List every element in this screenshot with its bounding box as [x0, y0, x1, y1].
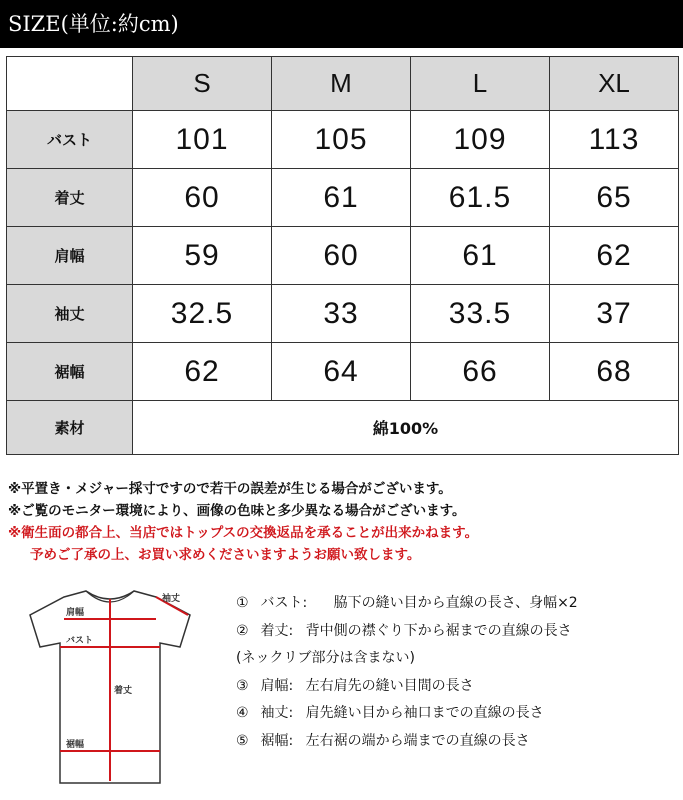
material-value: 綿100%: [133, 401, 679, 455]
list-item: [236, 590, 676, 618]
table-row: [7, 227, 679, 285]
table-row: [7, 169, 679, 227]
item-term: 肩幅:: [260, 677, 294, 694]
row-label-shoulder: 肩幅: [7, 227, 133, 285]
table-cell: 62: [133, 343, 272, 401]
table-cell: 65: [550, 169, 679, 227]
table-corner-cell: [7, 57, 133, 111]
table-row: [7, 111, 679, 169]
row-label-sleeve: 袖丈: [7, 285, 133, 343]
table-cell: 64: [272, 343, 411, 401]
bust-label: バスト: [66, 636, 94, 646]
row-label-bust: バスト: [7, 111, 133, 169]
list-item: [236, 618, 676, 646]
notes-section: [8, 478, 678, 566]
item-term: バスト:: [260, 595, 308, 611]
table-cell: 60: [133, 169, 272, 227]
hem-label: 裾幅: [66, 740, 85, 750]
note-monitor: ※ご覧のモニター環境により、画像の色味と多少異なる場合がございます。: [8, 503, 466, 519]
item-term: 裾幅:: [260, 732, 294, 749]
item-description: 背中側の襟ぐり下から裾までの直線の長さ: [305, 622, 572, 639]
table-cell: 101: [133, 111, 272, 169]
row-label-hem: 裾幅: [7, 343, 133, 401]
size-header-xl: XL: [550, 57, 679, 111]
item-description: 脇下の縫い目から直線の長さ、身幅×2: [333, 595, 578, 611]
item-description: 左右裾の端から端までの直線の長さ: [305, 732, 530, 749]
table-cell: 59: [133, 227, 272, 285]
page-title: SIZE(単位:約cm): [0, 0, 683, 48]
table-row: [7, 343, 679, 401]
table-cell: 61: [272, 169, 411, 227]
size-header-m: M: [272, 57, 411, 111]
item-term: 袖丈:: [260, 705, 294, 721]
item-term: 着丈:: [260, 622, 294, 639]
item-number: ①: [236, 595, 249, 611]
item-number: ④: [236, 705, 249, 721]
list-item: [236, 645, 676, 673]
table-cell: 32.5: [133, 285, 272, 343]
table-cell: 60: [272, 227, 411, 285]
length-label: 着丈: [114, 686, 133, 696]
item-number: ③: [236, 677, 249, 694]
table-row-material: [7, 401, 679, 455]
note-measurement: ※平置き・メジャー採寸ですので若干の誤差が生じる場合がございます。: [8, 481, 452, 497]
list-item: [236, 673, 676, 701]
table-cell: 61: [411, 227, 550, 285]
size-header-l: L: [411, 57, 550, 111]
item-description: 左右肩先の縫い目間の長さ: [305, 677, 474, 694]
item-description: 肩先縫い目から袖口までの直線の長さ: [305, 705, 544, 721]
size-table: [6, 56, 679, 455]
table-cell: 68: [550, 343, 679, 401]
table-cell: 37: [550, 285, 679, 343]
tshirt-diagram: [20, 585, 200, 790]
item-number: ②: [236, 622, 249, 639]
item-description: (ネックリブ部分は含まない): [236, 650, 415, 666]
row-label-length: 着丈: [7, 169, 133, 227]
table-cell: 33: [272, 285, 411, 343]
table-cell: 62: [550, 227, 679, 285]
note-acknowledge: 予めご了承の上、お買い求めくださいますようお願い致します。: [30, 547, 421, 563]
table-cell: 66: [411, 343, 550, 401]
note-return-policy: ※衛生面の都合上、当店ではトップスの交換返品を承ることが出来かねます。: [8, 525, 479, 541]
list-item: [236, 728, 676, 756]
item-number: ⑤: [236, 732, 249, 749]
shoulder-label: 肩幅: [66, 608, 85, 618]
row-label-material: 素材: [7, 401, 133, 455]
list-item: [236, 700, 676, 728]
table-cell: 33.5: [411, 285, 550, 343]
size-header-s: S: [133, 57, 272, 111]
sleeve-label: 袖丈: [162, 594, 181, 604]
table-header-row: [7, 57, 679, 111]
table-cell: 113: [550, 111, 679, 169]
table-cell: 61.5: [411, 169, 550, 227]
table-row: [7, 285, 679, 343]
table-cell: 105: [272, 111, 411, 169]
measurement-guide: [236, 590, 676, 755]
table-cell: 109: [411, 111, 550, 169]
